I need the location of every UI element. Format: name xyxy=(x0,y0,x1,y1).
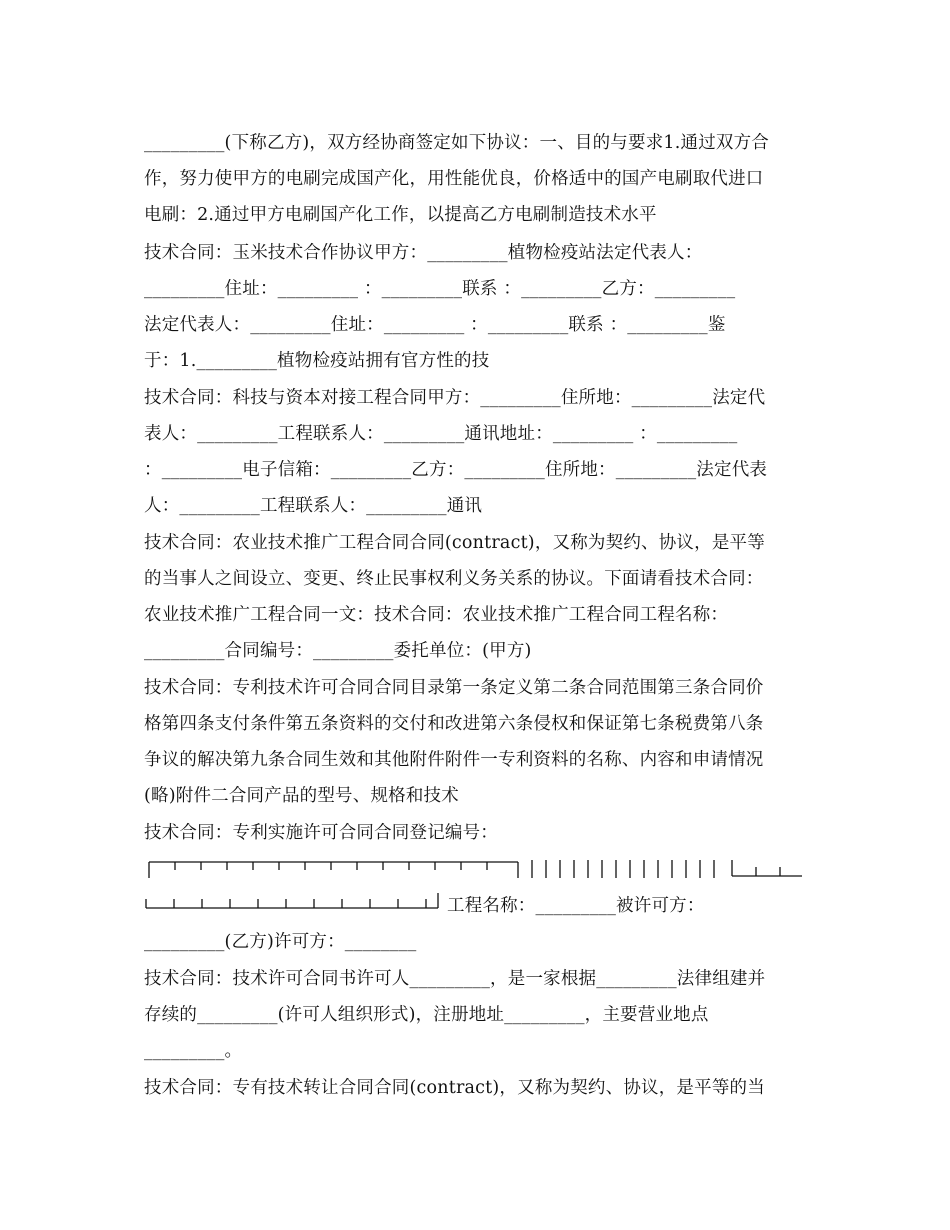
text-line: 争议的解决第九条合同生效和其他附件附件一专利资料的名称、内容和申请情况 xyxy=(144,750,764,770)
text-line: (略)附件二合同产品的型号、规格和技术 xyxy=(144,786,459,806)
text-line: 技术合同：专利技术许可合同合同目录第一条定义第二条合同范围第三条合同价 xyxy=(144,678,764,698)
text-line: 格第四条支付条件第五条资料的交付和改进第六条侵权和保证第七条税费第八条 xyxy=(144,714,764,734)
text-line: _________(下称乙方)，双方经协商签定如下协议：一、目的与要求1.通过双方合 xyxy=(144,133,769,153)
box-grid-row-1 xyxy=(144,859,804,879)
text-line: 技术合同：农业技术推广工程合同合同(contract)，又称为契约、协议，是平等 xyxy=(144,533,765,553)
text-line: 技术合同：技术许可合同书许可人_________，是一家根据_________法律组建并 xyxy=(144,969,766,989)
registration-number-boxes xyxy=(144,859,804,879)
registration-number-boxes-2 xyxy=(144,893,444,913)
box-grid-row-2 xyxy=(144,893,444,913)
text-line: 法定代表人：_________住址：_________ ：_________联系 ：_________鉴 xyxy=(144,315,726,335)
text-line: 的当事人之间设立、变更、终止民事权利义务关系的协议。下面请看技术合同： xyxy=(144,569,764,589)
text-line: 技术合同：科技与资本对接工程合同甲方：_________住所地：_________法定代 xyxy=(144,388,766,408)
text-line: 表人：_________工程联系人：_________通讯地址：_________ ：_________ xyxy=(144,424,738,444)
text-line: _________。 xyxy=(144,1041,243,1061)
text-line: _________合同编号：_________委托单位：(甲方) xyxy=(144,641,532,661)
text-line: _________住址：_________ ：_________联系 ：_________乙方：_________ xyxy=(144,279,736,299)
text-line: 农业技术推广工程合同一文：技术合同：农业技术推广工程合同工程名称： xyxy=(144,605,729,625)
text-line: 工程名称：_________被许可方： xyxy=(447,896,705,916)
text-line: 技术合同：专有技术转让合同合同(contract)，又称为契约、协议，是平等的当 xyxy=(144,1078,765,1098)
text-line: 技术合同：玉米技术合作协议甲方：_________植物检疫站法定代表人： xyxy=(144,243,703,263)
text-line: 于：1._________植物检疫站拥有官方性的技 xyxy=(144,351,490,371)
text-line: 存续的_________(许可人组织形式)，注册地址_________，主要营业地点 xyxy=(144,1005,709,1025)
text-line: ：_________电子信箱：_________乙方：_________住所地：_________法定代表 xyxy=(144,460,768,480)
text-line: _________(乙方)许可方：________ xyxy=(144,932,417,952)
text-line: 技术合同：专利实施许可合同合同登记编号： xyxy=(144,823,498,843)
text-line: 电刷：2.通过甲方电刷国产化工作，以提高乙方电刷制造技术水平 xyxy=(144,205,657,225)
text-line: 人：_________工程联系人：_________通讯 xyxy=(144,496,483,516)
text-line: 作，努力使甲方的电刷完成国产化，用性能优良，价格适中的国产电刷取代进口 xyxy=(144,169,764,189)
